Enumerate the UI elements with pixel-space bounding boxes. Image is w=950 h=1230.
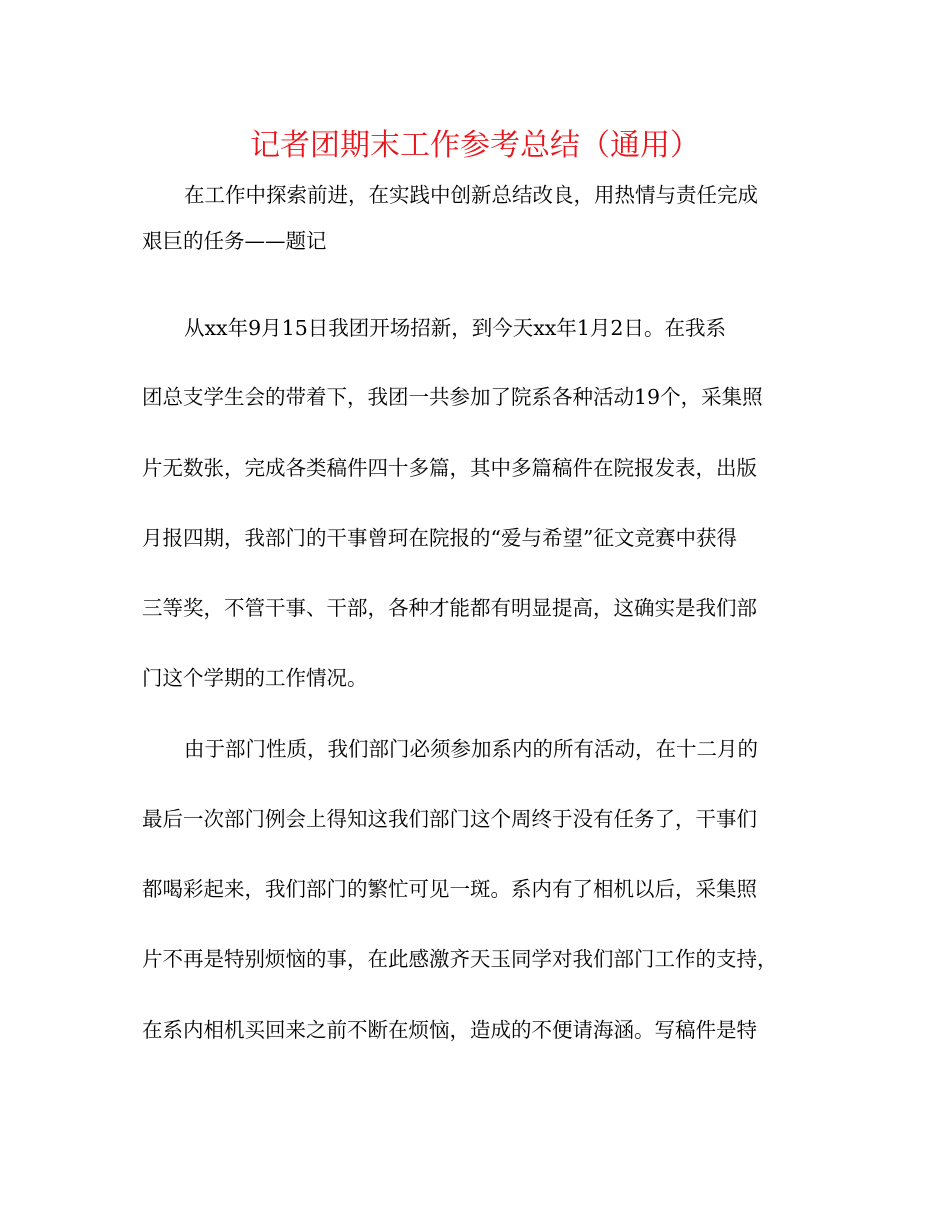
text-line: 都喝彩起来，我们部门的繁忙可见一斑。系内有了相机以后，采集照 bbox=[142, 877, 757, 901]
text-line: 月报四期，我部门的干事曾珂在院报的“爱与希望”征文竞赛中获得 bbox=[142, 526, 737, 550]
text-line: 团总支学生会的带着下，我团一共参加了院系各种活动19个，采集照 bbox=[142, 385, 763, 409]
text-line: 最后一次部门例会上得知这我们部门这个周终于没有任务了，干事们 bbox=[142, 807, 757, 831]
document-title: 记者团期末工作参考总结（通用） bbox=[250, 128, 700, 163]
text-line: 三等奖，不管干事、干部，各种才能都有明显提高，这确实是我们部 bbox=[142, 596, 757, 620]
text-line: 片不再是特别烦恼的事，在此感激齐天玉同学对我们部门工作的支持， bbox=[142, 947, 778, 971]
text-line: 艰巨的任务——题记 bbox=[142, 229, 327, 253]
text-line: 从xx年9月15日我团开场招新，到今天xx年1月2日。在我系 bbox=[184, 316, 726, 340]
text-line: 门这个学期的工作情况。 bbox=[142, 666, 368, 690]
text-line: 在工作中探索前进，在实践中创新总结改良，用热情与责任完成 bbox=[184, 183, 758, 207]
text-line: 片无数张，完成各类稿件四十多篇，其中多篇稿件在院报发表，出版 bbox=[142, 456, 757, 480]
text-line: 由于部门性质，我们部门必须参加系内的所有活动，在十二月的 bbox=[184, 737, 758, 761]
text-line: 在系内相机买回来之前不断在烦恼，造成的不便请海涵。写稿件是特 bbox=[142, 1018, 757, 1042]
